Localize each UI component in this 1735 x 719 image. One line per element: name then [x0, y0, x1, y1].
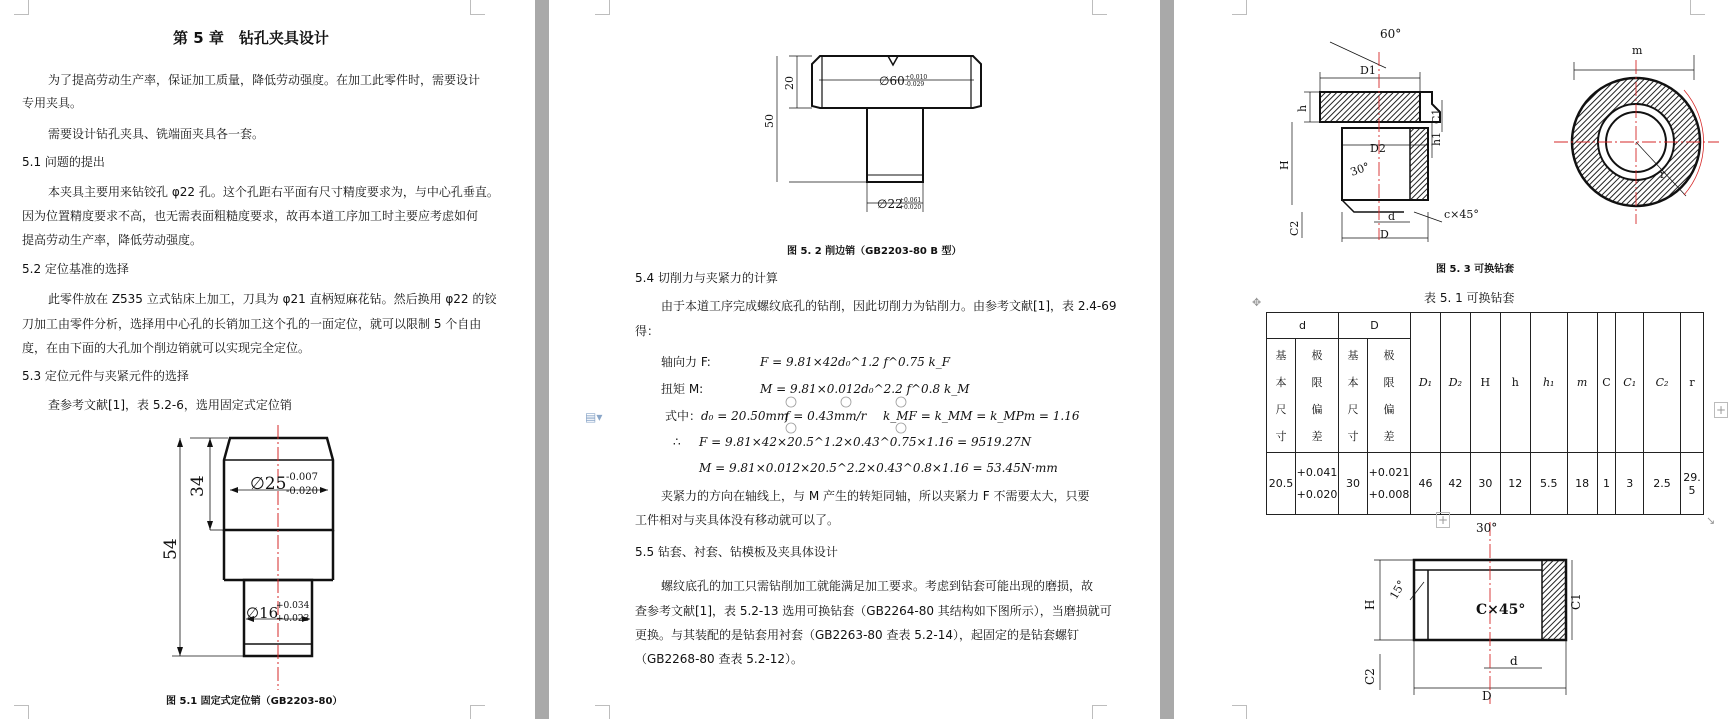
- add-column-button[interactable]: +: [1715, 403, 1727, 417]
- table-cell: 12: [1500, 453, 1530, 515]
- table-header: C₂: [1644, 313, 1681, 453]
- dimension-label: C2: [1363, 668, 1377, 685]
- paragraph-line: 提高劳动生产率，降低劳动强度。: [22, 233, 203, 247]
- table-header: H: [1470, 313, 1500, 453]
- paragraph-line: 螺纹底孔的加工只需钻削加工就能满足加工要求。考虑到钻套可能出现的磨损，故: [661, 579, 1094, 593]
- formula: F = 9.81×42d₀^1.2 f^0.75 k_F: [760, 355, 951, 369]
- table-cell: 3: [1616, 453, 1644, 515]
- paragraph-line: 查参考文献[1]，表 5.2-13 选用可换钻套（GB2264-80 其结构如下图所示），当磨损就可: [635, 604, 1112, 618]
- tolerance-label: +0.023: [276, 614, 310, 624]
- paragraph-line: 刀加工由零件分析，选择用中心孔的长销加工这个孔的一面定位，就可以限制 5 个自由: [22, 317, 482, 331]
- table-title: 表 5. 1 可换钻套: [1424, 291, 1515, 305]
- paragraph-line: 此零件放在 Z535 立式钻床上加工，刀具为 φ21 直柄短麻花钻。然后换用 φ22 的铰: [48, 292, 497, 306]
- dimension-label: h: [1296, 104, 1309, 112]
- dimension-label: 34: [188, 475, 208, 497]
- paragraph-line: 夹紧力的方向在轴线上，与 M 产生的转矩同轴，所以夹紧力 F 不需要太大，只要: [661, 489, 1090, 503]
- table-subheader-char: 差: [1311, 429, 1323, 443]
- table-cell: 20.5: [1267, 453, 1296, 515]
- table-cell: 30: [1339, 453, 1368, 515]
- table-cell: 30: [1470, 453, 1500, 515]
- table-cell: 29.5: [1681, 453, 1704, 515]
- dimension-label: D2: [1370, 142, 1386, 155]
- table-header-group: D: [1339, 313, 1411, 339]
- dimension-label: d: [1510, 654, 1518, 668]
- angle-label: 60°: [1380, 27, 1402, 41]
- dimension-label: D: [1380, 228, 1389, 241]
- formula: F = 9.81×42×20.5^1.2×0.43^0.75×1.16 = 9519.27N: [699, 435, 1032, 449]
- paragraph-line: 专用夹具。: [22, 96, 83, 110]
- table-cell-value: +0.041: [1296, 465, 1338, 479]
- tolerance-label: +0.020: [899, 204, 922, 211]
- paragraph-line: （GB2268-80 查表 5.2-12）。: [635, 652, 803, 666]
- table-header: h: [1500, 313, 1530, 453]
- paste-options-icon[interactable]: ▤▾: [585, 410, 603, 424]
- angle-label: 30°: [1348, 159, 1372, 179]
- dimension-label: H: [1363, 599, 1377, 610]
- chamfer-label: c×45°: [1444, 208, 1479, 221]
- dimension-label: d: [1388, 210, 1396, 223]
- dimension-label: h1: [1430, 131, 1443, 146]
- document-page-1: [0, 0, 535, 719]
- section-heading: 5.3 定位元件与夹紧元件的选择: [22, 369, 189, 383]
- drill-bushing-section-drawing: [1174, 0, 1735, 719]
- table-cell-value: +0.021: [1368, 465, 1410, 479]
- table-subheader-char: 本: [1347, 375, 1359, 389]
- formula: M = 9.81×0.012d₀^2.2 f^0.8 k_M: [760, 382, 970, 396]
- table-subheader-char: 寸: [1347, 429, 1359, 443]
- table-subheader-char: 尺: [1347, 402, 1359, 416]
- paragraph-line: 本夹具主要用来钻铰孔 φ22 孔。这个孔距右平面有尺寸精度要求为，与中心孔垂直。: [48, 185, 499, 199]
- table-header: D₂: [1440, 313, 1470, 453]
- table-subheader-char: 限: [1383, 375, 1395, 389]
- table-header: D₁: [1411, 313, 1441, 453]
- table-cell-value: +0.008: [1368, 487, 1410, 501]
- figure-caption: 图 5. 3 可换钻套: [1436, 264, 1515, 275]
- angle-label: 30°: [1476, 521, 1498, 535]
- tolerance-label: +0.010: [905, 74, 928, 81]
- formula: M = 9.81×0.012×20.5^2.2×0.43^0.8×1.16 = 53.45N·mm: [699, 461, 1058, 475]
- section-heading: 5.4 切削力与夹紧力的计算: [635, 271, 778, 285]
- table-cell: 18: [1567, 453, 1597, 515]
- tolerance-label: -0.029: [905, 81, 925, 88]
- table-move-handle-icon[interactable]: ✥: [1252, 296, 1262, 309]
- table-header: r: [1681, 313, 1704, 453]
- table-subheader-char: 本: [1275, 375, 1287, 389]
- table-subheader-char: 极: [1383, 348, 1395, 362]
- section-heading: 5.1 问题的提出: [22, 155, 105, 169]
- table-subheader-char: 偏: [1383, 402, 1395, 416]
- paragraph-line: 工件相对与夹具体没有移动就可以了。: [635, 513, 840, 527]
- document-page-2: [549, 0, 1160, 719]
- paragraph-line: 查参考文献[1]，表 5.2-6，选用固定式定位销: [48, 398, 292, 412]
- document-page-3: [1174, 0, 1735, 719]
- table-resize-handle-icon[interactable]: ↘: [1706, 514, 1716, 527]
- paragraph-line: 为了提高劳动生产率，保证加工质量，降低劳动强度。在加工此零件时，需要设计: [48, 73, 481, 87]
- table-cell: 2.5: [1644, 453, 1681, 515]
- dimension-label: 50: [763, 114, 776, 128]
- dimension-label: 54: [161, 538, 181, 560]
- table-cell: 46: [1411, 453, 1441, 515]
- paragraph-line: 更换。与其装配的是钻套用衬套（GB2263-80 查表 5.2-14），起固定的是钻套螺钉: [635, 628, 1079, 642]
- diameter-label: ∅16: [246, 604, 279, 622]
- table-header: m: [1567, 313, 1597, 453]
- table-subheader-char: 差: [1383, 429, 1395, 443]
- table-header: C: [1597, 313, 1616, 453]
- dimension-label: D1: [1360, 64, 1376, 77]
- diameter-label: ∅60: [879, 74, 905, 88]
- formula-label: 轴向力 F:: [661, 355, 711, 369]
- chamfer-label: C×45°: [1476, 602, 1526, 618]
- figure-caption: 图 5. 2 削边销（GB2203-80 B 型）: [787, 246, 962, 257]
- table-header: h₁: [1530, 313, 1567, 453]
- table-subheader-char: 基: [1347, 348, 1359, 362]
- formula-label: 式中：: [665, 409, 702, 423]
- formula-label: 扭矩 M:: [661, 382, 704, 396]
- dimension-label: r: [1660, 168, 1666, 181]
- table-subheader-char: 基: [1275, 348, 1287, 362]
- tolerance-label: +0.034: [276, 601, 310, 611]
- dimension-label: H: [1278, 160, 1291, 170]
- dimension-label: 20: [783, 76, 796, 90]
- formula: f = 0.43mm/r: [785, 409, 867, 423]
- diameter-label: ∅25: [250, 474, 287, 494]
- formula: d₀ = 20.50mm: [701, 409, 789, 423]
- paragraph-line: 度，在由下面的大孔加个削边销就可以实现完全定位。: [22, 341, 311, 355]
- dimension-label: m: [1632, 44, 1643, 57]
- paragraph-line: 因为位置精度要求不高，也无需表面粗糙度要求，故再本道工序加工时主要应考虑如何: [22, 209, 479, 223]
- dimension-label: C1: [1430, 108, 1443, 124]
- diameter-label: ∅22: [877, 197, 903, 211]
- angle-label: 15°: [1387, 578, 1409, 602]
- table-cell-value: +0.020: [1296, 487, 1338, 501]
- paragraph-line: 需要设计钻孔夹具、铣端面夹具各一套。: [48, 127, 265, 141]
- table-subheader-char: 尺: [1275, 402, 1287, 416]
- dimension-label: C2: [1288, 220, 1301, 236]
- table-subheader-char: 极: [1311, 348, 1323, 362]
- tolerance-label: +0.061: [899, 197, 922, 204]
- chapter-title: 第 5 章 钻孔夹具设计: [173, 29, 329, 47]
- tolerance-label: -0.020: [286, 486, 319, 497]
- fixed-locating-pin-drawing: [0, 0, 535, 719]
- table-cell: 42: [1440, 453, 1470, 515]
- table-cell: 1: [1597, 453, 1616, 515]
- section-heading: 5.5 钻套、衬套、钻模板及夹具体设计: [635, 545, 838, 559]
- table-cell: 5.5: [1530, 453, 1567, 515]
- tolerance-label: -0.007: [286, 472, 319, 483]
- table-subheader-char: 寸: [1275, 429, 1287, 443]
- table-subheader-char: 限: [1311, 375, 1323, 389]
- dimension-label: C1: [1569, 593, 1583, 610]
- section-heading: 5.2 定位基准的选择: [22, 262, 129, 276]
- paragraph-line: 由于本道工序完成螺纹底孔的钻削，因此切削力为钻削力。由参考文献[1]，表 2.4-69: [661, 299, 1117, 313]
- table-header: C₁: [1616, 313, 1644, 453]
- figure-caption: 图 5.1 固定式定位销（GB2203-80）: [166, 696, 343, 707]
- table-header-group: d: [1267, 313, 1339, 339]
- paragraph-line: 得：: [635, 324, 660, 338]
- formula: k_MF = k_MM = k_MPm = 1.16: [883, 409, 1080, 423]
- table-subheader-char: 偏: [1311, 402, 1323, 416]
- formula-label: ∴: [673, 435, 681, 449]
- add-row-button[interactable]: +: [1437, 513, 1449, 527]
- dimension-label: D: [1482, 689, 1492, 703]
